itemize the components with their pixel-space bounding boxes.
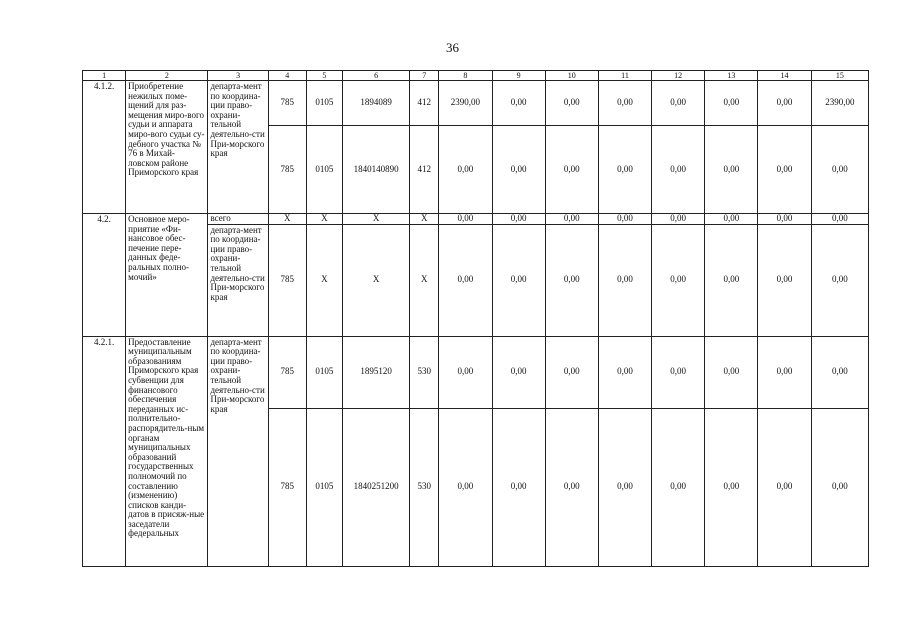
- value-cell: 2390,00: [811, 81, 868, 126]
- header-cell: 9: [492, 71, 545, 81]
- value-cell: 0,00: [652, 214, 705, 225]
- value-cell: 785: [268, 224, 306, 336]
- value-cell: 0,00: [811, 408, 868, 566]
- page-number: 36: [446, 40, 459, 55]
- value-cell: 0,00: [811, 336, 868, 408]
- value-cell: 0,00: [545, 408, 598, 566]
- header-row: [83, 71, 869, 81]
- value-cell: 412: [410, 126, 439, 214]
- value-cell: 0105: [306, 336, 342, 408]
- value-cell: 0,00: [492, 126, 545, 214]
- value-cell: X: [268, 214, 306, 225]
- row-name: Приобретение нежилых поме-щений для раз-мещения миро-вого судьи и аппарата миро-вого судьи су-дебного участка № 76 в Михай-ловском районе Приморского края: [126, 81, 208, 214]
- value-cell: 0,00: [545, 126, 598, 214]
- value-cell: 0,00: [811, 224, 868, 336]
- value-cell: 530: [410, 336, 439, 408]
- executor-cell: департа-мент по координа-ции право-охрани-тельной деятельно-сти При-морского края: [208, 81, 268, 214]
- table-row: [83, 214, 869, 225]
- header-cell: 6: [342, 71, 409, 81]
- header-cell: 5: [306, 71, 342, 81]
- value-cell: 0,00: [492, 81, 545, 126]
- header-cell: 3: [208, 71, 268, 81]
- value-cell: 0,00: [492, 336, 545, 408]
- value-cell: 0,00: [652, 408, 705, 566]
- value-cell: 1895120: [342, 336, 409, 408]
- value-cell: 0,00: [811, 126, 868, 214]
- header-cell: 4: [268, 71, 306, 81]
- value-cell: X: [306, 224, 342, 336]
- value-cell: 0,00: [492, 408, 545, 566]
- header-cell: 1: [83, 71, 126, 81]
- row-name: Основное меро-приятие «Фи-нансовое обес-печение пере-данных феде-ральных полно-мочий»: [126, 214, 208, 337]
- row-number: 4.2.: [83, 214, 126, 337]
- value-cell: 0,00: [811, 214, 868, 225]
- value-cell: 0,00: [492, 224, 545, 336]
- value-cell: 0,00: [545, 81, 598, 126]
- value-cell: 0,00: [545, 336, 598, 408]
- executor-cell: департа-мент по координа-ции право-охрани-тельной деятельно-сти При-морского края: [208, 336, 268, 566]
- header-cell: 7: [410, 71, 439, 81]
- value-cell: 0105: [306, 126, 342, 214]
- value-cell: 530: [410, 408, 439, 566]
- value-cell: 0,00: [439, 224, 492, 336]
- executor-cell: департа-мент по координа-ции право-охрани-тельной деятельно-сти При-морского края: [208, 224, 268, 336]
- header-cell: 8: [439, 71, 492, 81]
- value-cell: 0,00: [492, 214, 545, 225]
- value-cell: 0,00: [758, 336, 811, 408]
- value-cell: 412: [410, 81, 439, 126]
- value-cell: 1840140890: [342, 126, 409, 214]
- value-cell: X: [342, 214, 409, 225]
- header-cell: 15: [811, 71, 868, 81]
- value-cell: 2390,00: [439, 81, 492, 126]
- budget-table: [82, 70, 869, 567]
- value-cell: 785: [268, 81, 306, 126]
- value-cell: 1840251200: [342, 408, 409, 566]
- value-cell: 0,00: [758, 408, 811, 566]
- value-cell: X: [410, 224, 439, 336]
- row-number: 4.2.1.: [83, 336, 126, 566]
- value-cell: X: [306, 214, 342, 225]
- row-number: 4.1.2.: [83, 81, 126, 214]
- value-cell: X: [342, 224, 409, 336]
- value-cell: 0,00: [439, 336, 492, 408]
- row-name: Предоставление муниципальным образованиям Приморского края субвенции для финансового обеспечения переданных ис-полнительно-распорядитель-ным органам муниципальных образований государственных полномочий по составлению (изменению) списков канди-датов в присяж-ные заседатели федеральных: [126, 336, 208, 566]
- header-cell: 2: [126, 71, 208, 81]
- value-cell: 0,00: [705, 224, 758, 336]
- value-cell: 0105: [306, 408, 342, 566]
- value-cell: 1894089: [342, 81, 409, 126]
- header-cell: 11: [598, 71, 651, 81]
- header-cell: 14: [758, 71, 811, 81]
- value-cell: 0,00: [758, 126, 811, 214]
- table-row: [83, 336, 869, 408]
- value-cell: 0,00: [705, 126, 758, 214]
- value-cell: 0,00: [598, 408, 651, 566]
- value-cell: 0,00: [598, 214, 651, 225]
- value-cell: 0,00: [705, 81, 758, 126]
- value-cell: 0,00: [439, 126, 492, 214]
- value-cell: 0,00: [652, 336, 705, 408]
- value-cell: 0,00: [598, 81, 651, 126]
- value-cell: 0,00: [705, 214, 758, 225]
- value-cell: 785: [268, 408, 306, 566]
- value-cell: 0,00: [598, 224, 651, 336]
- value-cell: 0,00: [545, 224, 598, 336]
- value-cell: 0,00: [598, 336, 651, 408]
- value-cell: 0105: [306, 81, 342, 126]
- value-cell: 785: [268, 126, 306, 214]
- value-cell: 0,00: [758, 81, 811, 126]
- value-cell: X: [410, 214, 439, 225]
- table-row: [83, 81, 869, 126]
- value-cell: 0,00: [439, 214, 492, 225]
- value-cell: 0,00: [705, 408, 758, 566]
- value-cell: 0,00: [545, 214, 598, 225]
- value-cell: 0,00: [652, 126, 705, 214]
- value-cell: 0,00: [652, 224, 705, 336]
- header-cell: 12: [652, 71, 705, 81]
- header-cell: 13: [705, 71, 758, 81]
- value-cell: 0,00: [652, 81, 705, 126]
- value-cell: 0,00: [758, 214, 811, 225]
- value-cell: 0,00: [705, 336, 758, 408]
- value-cell: 0,00: [758, 224, 811, 336]
- value-cell: 785: [268, 336, 306, 408]
- executor-total-label: всего: [208, 214, 268, 225]
- header-cell: 10: [545, 71, 598, 81]
- value-cell: 0,00: [439, 408, 492, 566]
- value-cell: 0,00: [598, 126, 651, 214]
